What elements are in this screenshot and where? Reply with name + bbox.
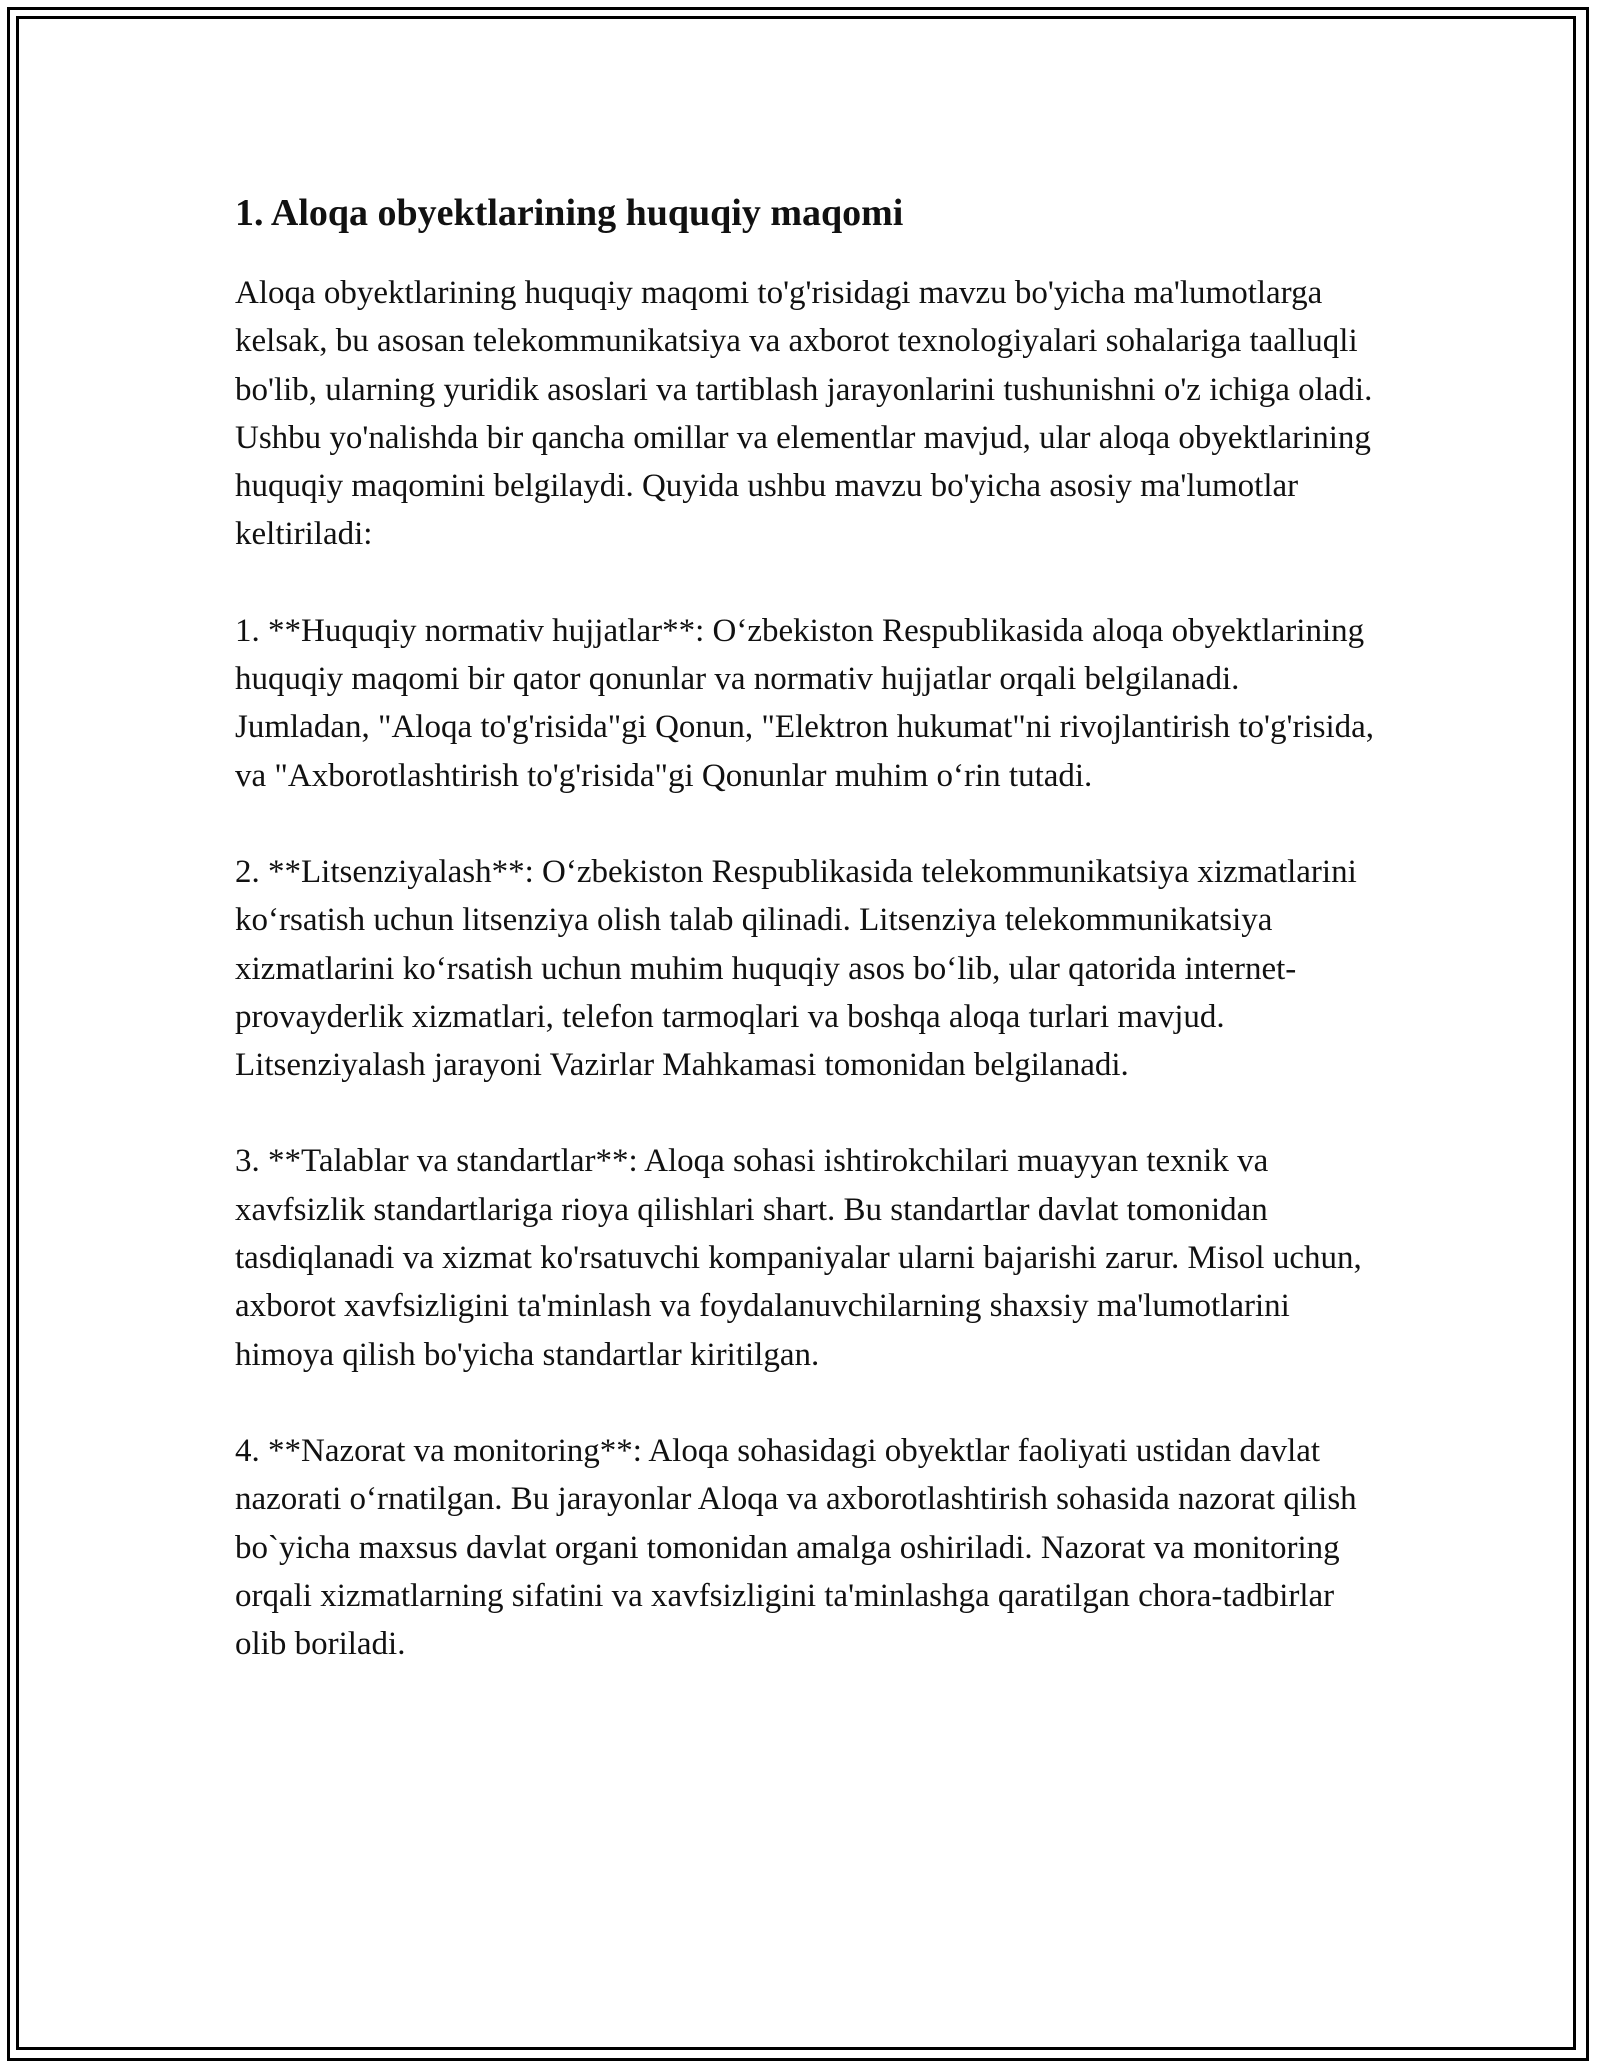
- document-title: 1. Aloqa obyektlarining huquqiy maqomi: [235, 192, 904, 234]
- paragraph-legal-documents: 1. **Huquqiy normativ hujjatlar**: O‘zbekiston Respublikasida aloqa obyektlarining huquqiy maqomi bir qator qonunlar va normativ hujjatlar orqali belgilanadi. Jumladan, "Aloqa to'g'risida"gi Qonun, "Elektron hukumat"ni rivojlantirish to'g'risida, va "Axborotlashtirish to'g'risida"gi Qonunlar muhim o‘rin tutadi.: [235, 612, 1375, 794]
- paragraph-control-monitoring: 4. **Nazorat va monitoring**: Aloqa sohasidagi obyektlar faoliyati ustidan davlat nazorati o‘rnatilgan. Bu jarayonlar Aloqa va axborotlashtirish sohasida nazorat qilish bo`yicha maxsus davlat organi tomonidan amalga oshiriladi. Nazorat va monitoring orqali xizmatlarning sifatini va xavfsizligini ta'minlashga qaratilgan chora-tadbirlar olib boriladi.: [235, 1432, 1357, 1663]
- paragraph-licensing: 2. **Litsenziyalash**: O‘zbekiston Respublikasida telekommunikatsiya xizmatlarini ko‘rsatish uchun litsenziya olish talab qilinadi. Litsenziya telekommunikatsiya xizmatlarini ko‘rsatish uchun muhim huquqiy asos bo‘lib, ular qatorida internet-provayderlik xizmatlari, telefon tarmoqlari va boshqa aloqa turlari mavjud. Litsenziyalash jarayoni Vazirlar Mahkamasi tomonidan belgilanadi.: [235, 853, 1357, 1084]
- intro-paragraph: Aloqa obyektlarining huquqiy maqomi to'g'risidagi mavzu bo'yicha ma'lumotlarga kelsak, bu asosan telekommunikatsiya va axborot texnologiyalari sohalariga taalluqli bo'lib, ularning yuridik asoslari va tartiblash jarayonlarini tushunishni o'z ichiga oladi. Ushbu yo'nalishda bir qancha omillar va elementlar mavjud, ular aloqa obyektlarining huquqiy maqomini belgilaydi. Quyida ushbu mavzu bo'yicha asosiy ma'lumotlar keltiriladi:: [235, 275, 1373, 553]
- paragraph-requirements-standards: 3. **Talablar va standartlar**: Aloqa sohasi ishtirokchilari muayyan texnik va xavfsizlik standartlariga rioya qilishlari shart. Bu standartlar davlat tomonidan tasdiqlanadi va xizmat ko'rsatuvchi kompaniyalar ularni bajarishi zarur. Misol uchun, axborot xavfsizligini ta'minlash va foydalanuvchilarning shaxsiy ma'lumotlarini himoya qilish bo'yicha standartlar kiritilgan.: [235, 1143, 1362, 1373]
- document-body: [235, 185, 1375, 1716]
